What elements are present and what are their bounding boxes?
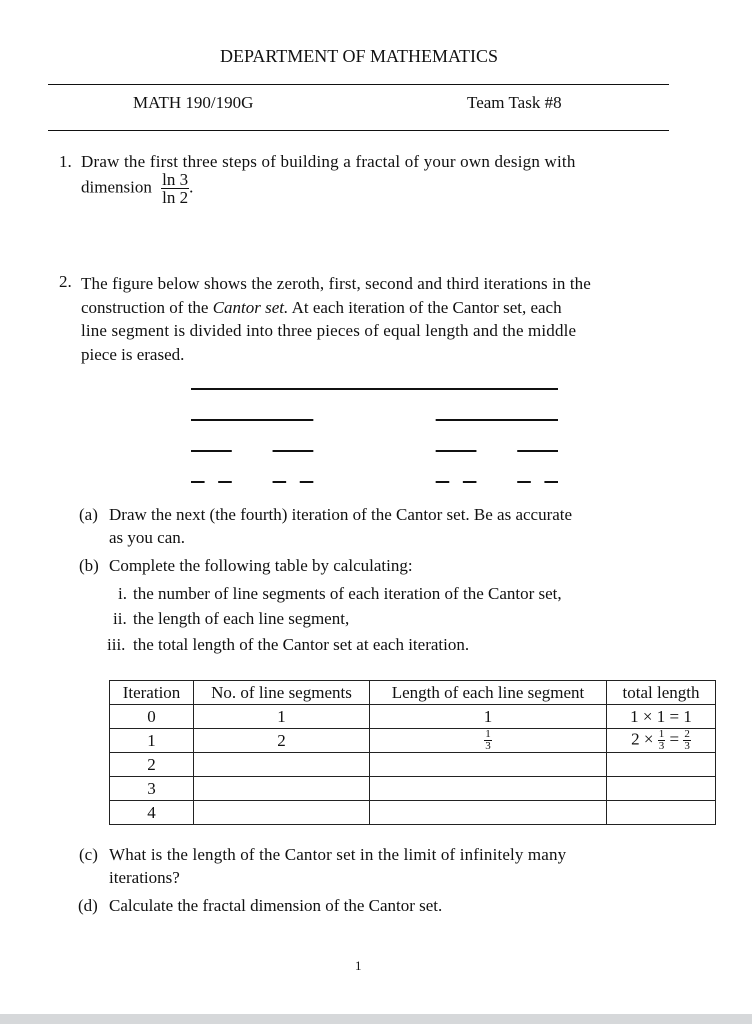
q2-line2-post: At each iteration of the Cantor set, each [288,297,562,317]
q1-number: 1. [59,152,72,171]
q2-line4: piece is erased. [81,344,185,364]
total-frac1-den: 3 [658,740,665,752]
qa-label: (a) [79,505,98,524]
q2-number: 2. [59,272,72,291]
qc-line1: What is the length of the Cantor set in the limit of infinitely many [109,845,567,864]
cell-total [607,729,716,753]
cantor-segments [191,389,558,482]
q2-line3: line segment is divided into three pieces of equal length and the middle [81,321,577,340]
cell-segments [194,777,370,801]
table-header-row [110,681,716,705]
qb-item-iii-text: the total length of the Cantor set at each iteration. [133,635,470,654]
header-total-length: total length [607,681,716,705]
qb-item-ii-label: ii. [113,609,127,628]
total-frac1-num: 1 [658,728,665,740]
cell-length [370,801,607,825]
course-code: MATH 190/190G [133,93,254,112]
table-row [110,705,716,729]
cell-iteration: 0 [110,705,194,729]
qb-label: (b) [79,556,99,575]
cell-segments: 1 [194,705,370,729]
q1-frac-num: ln 3 [162,170,189,189]
cell-length: 1 [370,705,607,729]
total-frac2-den: 3 [684,740,690,752]
cell-length [370,777,607,801]
header-segments: No. of line segments [194,681,370,705]
q2-line1: The figure below shows the zeroth, first, second and third iterations in the [81,274,591,293]
length-frac-den: 3 [485,740,491,752]
length-fraction [484,729,492,752]
cell-iteration: 4 [110,801,194,825]
qa-line2: as you can. [109,528,186,547]
cell-segments [194,801,370,825]
qb-item-i-text: the number of line segments of each iteration of the Cantor set, [133,584,562,603]
table-row [110,753,716,777]
viewer-bottom-bar [0,1014,752,1024]
qb-item-iii-label: iii. [107,635,126,654]
cell-length [370,753,607,777]
cell-total [607,801,716,825]
q1-line1: Draw the first three steps of building a fractal of your own design with [81,152,576,171]
qc-label: (c) [79,845,98,864]
total-frac2-num: 2 [684,728,690,740]
cell-iteration: 3 [110,777,194,801]
qd-text: Calculate the fractal dimension of the Cantor set. [109,896,443,915]
header-iteration: Iteration [110,681,194,705]
header-length-each: Length of each line segment [370,681,607,705]
total-fraction-2 [683,729,691,752]
q1-period: . [189,177,194,197]
cell-total [607,753,716,777]
cell-total [607,777,716,801]
cantor-set-figure [0,0,752,500]
qb-text: Complete the following table by calculating: [109,556,413,575]
length-frac-num: 1 [485,728,491,740]
q2-line2-pre: construction of the [81,297,213,317]
cantor-table [109,680,716,825]
table-row [110,729,716,753]
cantor-set-term: Cantor set. [212,297,289,317]
total-r1-prefix: 2 × [631,729,654,749]
department-title: DEPARTMENT OF MATHEMATICS [220,46,498,66]
cell-iteration: 1 [110,729,194,753]
qd-label: (d) [78,896,98,915]
qc-line2: iterations? [109,868,180,887]
page-number: 1 [355,958,362,973]
cell-length [370,729,607,753]
cell-total: 1 × 1 = 1 [607,705,716,729]
table-row [110,801,716,825]
q1-frac-den: ln 2 [162,188,189,207]
cell-segments [194,753,370,777]
total-r1-equals: = [669,729,680,749]
table-row [110,777,716,801]
q1-dimension-label: dimension [81,177,152,197]
task-title: Team Task #8 [467,93,562,112]
qa-line1: Draw the next (the fourth) iteration of the Cantor set. Be as accurate [109,505,573,524]
total-fraction-1 [658,729,666,752]
qb-item-ii-text: the length of each line segment, [133,609,350,628]
qb-item-i-label: i. [118,584,127,603]
cell-segments: 2 [194,729,370,753]
cell-iteration: 2 [110,753,194,777]
